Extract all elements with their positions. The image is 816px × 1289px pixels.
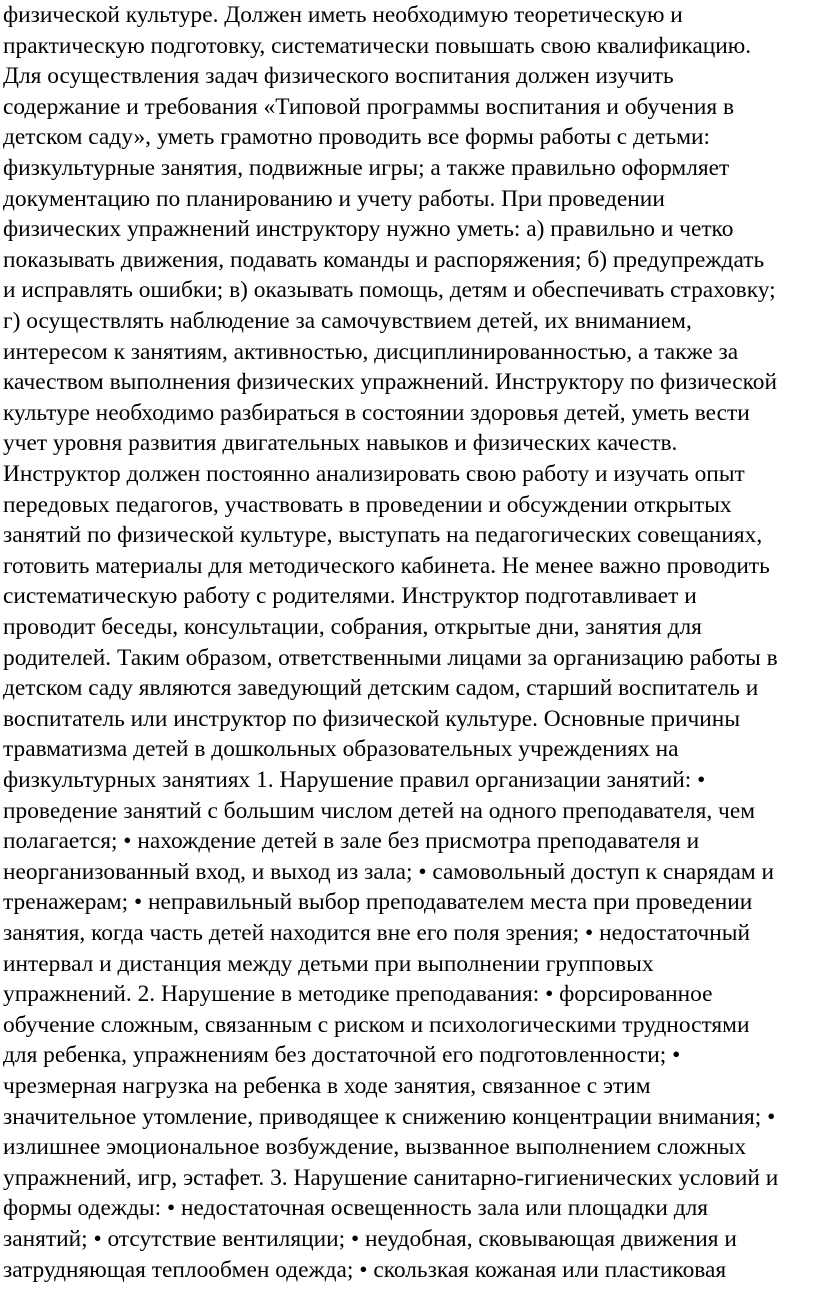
text-line: воспитатель или инструктор по физической культуре. Основные причины <box>3 705 741 732</box>
text-line: проведение занятий с большим числом детей на одного преподавателя, чем <box>3 797 756 824</box>
text-line: физической культуре. Должен иметь необходимую теоретическую и <box>3 2 683 28</box>
text-line: систематическую работу с родителями. Инструктор подготавливает и <box>3 583 697 610</box>
text-line: упражнений. 2. Нарушение в методике преподавания: • форсированное <box>3 981 713 1008</box>
text-line: интересом к занятиям, активностью, дисциплинированностью, а также за <box>3 338 739 365</box>
text-line: для ребенка, упражнениям без достаточной его подготовленности; • <box>3 1042 681 1069</box>
text-line: практическую подготовку, систематически повышать свою квалификацию. <box>3 32 752 59</box>
text-line: качеством выполнения физических упражнений. Инструктору по физической <box>3 369 777 396</box>
text-line: полагается; • нахождение детей в зале без присмотра преподавателя и <box>3 828 700 855</box>
text-line: затрудняющая теплообмен одежда; • скользкая кожаная или пластиковая <box>3 1256 727 1283</box>
text-line: учет уровня развития двигательных навыков и физических качеств. <box>3 430 678 457</box>
text-line: родителей. Таким образом, ответственными лицами за организацию работы в <box>3 644 778 671</box>
text-line: занятий; • отсутствие вентиляции; • неудобная, сковывающая движения и <box>3 1226 737 1252</box>
text-line: значительное утомление, приводящее к снижению концентрации внимания; • <box>3 1103 776 1130</box>
text-line: показывать движения, подавать команды и распоряжения; б) предупреждать <box>3 246 765 273</box>
text-line: неорганизованный вход, и выход из зала; • самовольный доступ к снарядам и <box>3 858 775 885</box>
text-line: тренажерам; • неправильный выбор преподавателем места при проведении <box>3 889 753 916</box>
text-line: готовить материалы для методического кабинета. Не менее важно проводить <box>3 552 770 579</box>
text-line: занятий по физической культуре, выступать на педагогических совещаниях, <box>3 522 763 549</box>
text-line: обучение сложным, связанным с риском и психологическими трудностями <box>3 1011 750 1038</box>
text-line: передовых педагогов, участвовать в проведении и обсуждении открытых <box>3 491 732 518</box>
text-line: и исправлять ошибки; в) оказывать помощь, детям и обеспечивать страховку; <box>3 277 776 304</box>
text-line: содержание и требования «Типовой программы воспитания и обучения в <box>3 93 735 120</box>
text-line: Для осуществления задач физического воспитания должен изучить <box>3 63 674 90</box>
text-line: проводит беседы, консультации, собрания, открытые дни, занятия для <box>3 614 702 640</box>
text-line: физических упражнений инструктору нужно уметь: а) правильно и четко <box>3 216 734 243</box>
text-line: г) осуществлять наблюдение за самочувствием детей, их вниманием, <box>3 308 692 334</box>
text-line: занятия, когда часть детей находится вне его поля зрения; • недостаточный <box>3 920 751 946</box>
text-line: детском саду», уметь грамотно проводить все формы работы с детьми: <box>3 124 711 151</box>
text-line: документацию по планированию и учету работы. При проведении <box>3 185 665 212</box>
text-line: детском саду являются заведующий детским садом, старший воспитатель и <box>3 675 759 702</box>
text-line: интервал и дистанция между детьми при выполнении групповых <box>3 950 654 977</box>
text-line: излишнее эмоциональное возбуждение, вызванное выполнением сложных <box>3 1134 747 1161</box>
text-line: упражнений, игр, эстафет. 3. Нарушение санитарно-гигиенических условий и <box>3 1164 779 1191</box>
text-line: чрезмерная нагрузка на ребенка в ходе занятия, связанное с этим <box>3 1073 651 1099</box>
text-line: физкультурных занятиях 1. Нарушение правил организации занятий: • <box>3 767 706 793</box>
text-line: Инструктор должен постоянно анализировать свою работу и изучать опыт <box>3 461 745 487</box>
text-line: культуре необходимо разбираться в состоянии здоровья детей, уметь вести <box>3 399 750 426</box>
text-line: формы одежды: • недостаточная освещенность зала или площадки для <box>3 1195 709 1222</box>
text-line: травматизма детей в дошкольных образовательных учреждениях на <box>3 736 679 763</box>
text-line: физкультурные занятия, подвижные игры; а также правильно оформляет <box>3 155 730 181</box>
